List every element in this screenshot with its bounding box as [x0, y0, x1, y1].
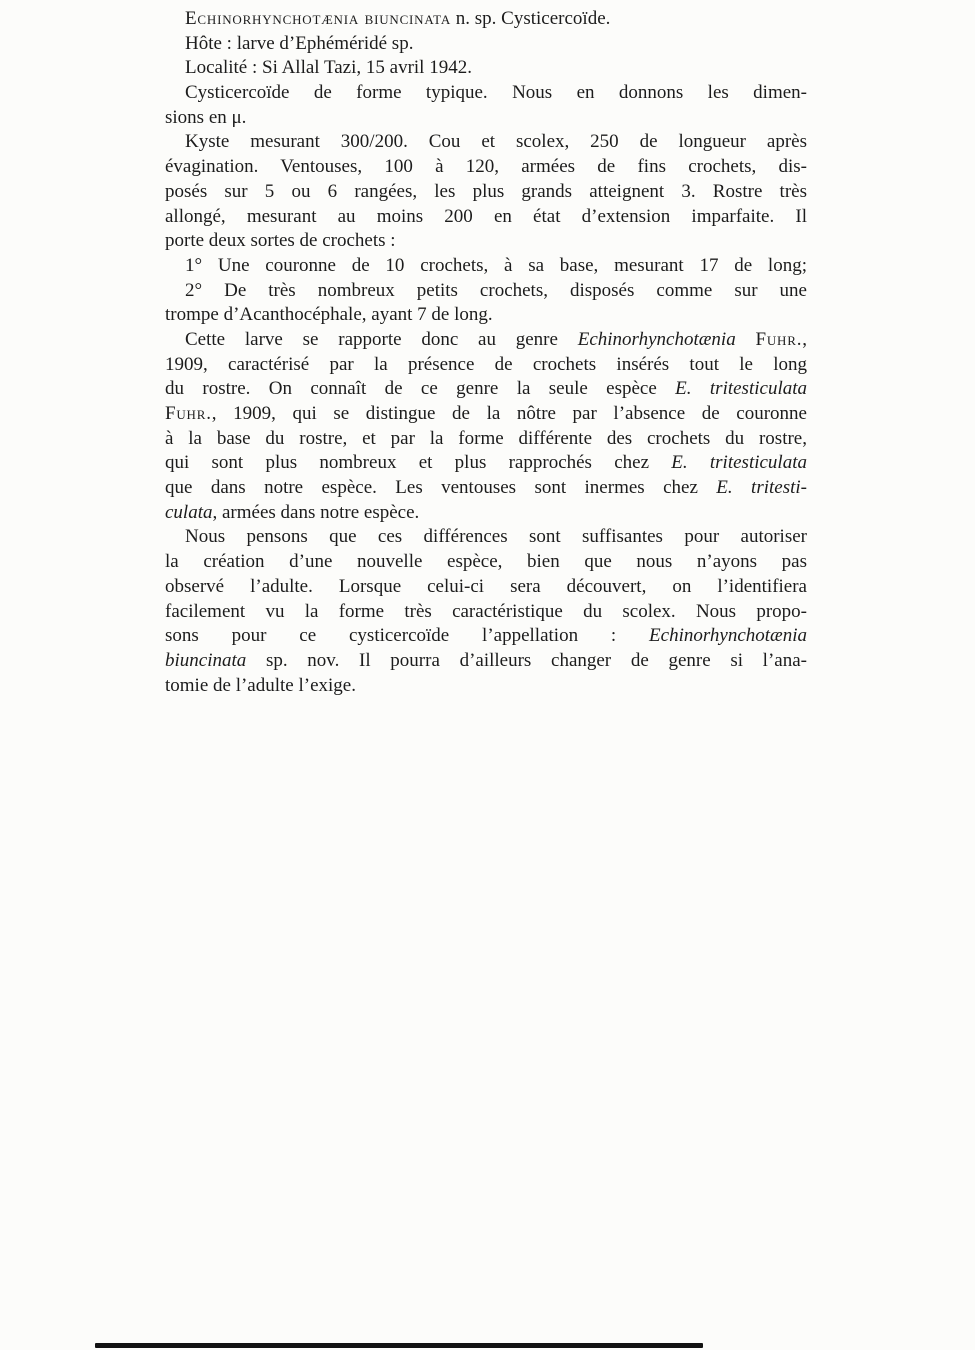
text-segment: qui sont plus nombreux et plus rapprochés chez [165, 452, 672, 474]
text-segment: Echinorhynchotænia biuncinata [185, 8, 452, 29]
text-segment: E. tritesti- [716, 477, 807, 499]
text-segment: n. sp. Cysticercoïde. [451, 8, 611, 29]
text-segment: sons pour ce cysticercoïde l’appellation : [165, 625, 650, 647]
text-segment: du rostre. On connaît de ce genre la seule espèce [165, 378, 676, 400]
text-segment: culata [165, 501, 213, 523]
text-line [165, 427, 807, 452]
scan-edge-artifact [95, 1343, 703, 1348]
text-segment: Cysticercoïde de forme typique. Nous en donnons les dimen- [185, 82, 807, 104]
text-line [165, 600, 807, 625]
text-line [165, 155, 807, 180]
text-line [165, 7, 807, 32]
text-segment: Hôte : larve d’Ephéméridé sp. [185, 32, 414, 54]
text-segment: à la base du rostre, et par la forme différente des crochets du rostre, [165, 427, 807, 449]
text-segment: , [802, 328, 807, 350]
text-segment: 1° Une couronne de 10 crochets, à sa base, mesurant 17 de long; [185, 254, 807, 276]
text-segment: évagination. Ventouses, 100 à 120, armées de fins crochets, dis- [165, 156, 807, 178]
text-segment: Nous pensons que ces différences sont suffisantes pour autoriser [185, 526, 807, 548]
text-line [165, 229, 807, 254]
text-segment: Echinorhynchotænia [649, 625, 807, 647]
text-segment: trompe d’Acanthocéphale, ayant 7 de long. [165, 304, 493, 326]
text-segment: E. tritesticulata [675, 378, 807, 400]
text-segment: 1909, caractérisé par la présence de crochets insérés tout le long [165, 353, 807, 375]
text-segment: Echinorhynchotænia [577, 328, 736, 350]
text-segment: , 1909, qui se distingue de la nôtre par l’absence de couronne [211, 403, 807, 424]
text-segment: , armées dans notre espèce. [212, 501, 420, 523]
text-segment: allongé, mesurant au moins 200 en état d’extension imparfaite. Il [165, 205, 807, 227]
text-line [165, 525, 807, 550]
text-segment: porte deux sortes de crochets : [165, 230, 396, 252]
text-line [165, 451, 807, 476]
text-line [165, 575, 807, 600]
text-segment: sp. nov. Il pourra d’ailleurs changer de genre si l’ana- [246, 649, 807, 671]
text-line [165, 377, 807, 402]
text-segment: biuncinata [165, 649, 247, 671]
text-line [165, 205, 807, 230]
text-line [165, 550, 807, 575]
text-line [165, 32, 807, 57]
text-segment: Fuhr. [755, 328, 803, 350]
text-segment: Fuhr. [165, 403, 212, 424]
text-line [165, 674, 807, 699]
text-line [165, 402, 807, 427]
text-line [165, 303, 807, 328]
text-segment: E. tritesticulata [671, 452, 807, 474]
text-segment: Kyste mesurant 300/200. Cou et scolex, 250 de longueur après [185, 131, 807, 153]
text-segment [736, 329, 756, 350]
text-line [165, 81, 807, 106]
text-segment: la création d’une nouvelle espèce, bien que nous n’ayons pas [165, 551, 807, 573]
text-line [165, 649, 807, 674]
text-segment: Localité : Si Allal Tazi, 15 avril 1942. [185, 57, 472, 79]
text-segment: sions en μ. [165, 106, 247, 128]
text-line [165, 353, 807, 378]
text-line [165, 501, 807, 526]
text-line [165, 328, 807, 353]
text-segment: Cette larve se rapporte donc au genre [185, 328, 578, 350]
text-line [165, 180, 807, 205]
text-segment: tomie de l’adulte l’exige. [165, 674, 356, 696]
text-segment: posés sur 5 ou 6 rangées, les plus grands atteignent 3. Rostre très [165, 180, 807, 202]
text-line [165, 130, 807, 155]
text-segment: que dans notre espèce. Les ventouses sont inermes chez [165, 477, 717, 499]
text-line [165, 476, 807, 501]
text-line [165, 56, 807, 81]
text-segment: 2° De très nombreux petits crochets, disposés comme sur une [185, 279, 807, 301]
text-segment: facilement vu la forme très caractéristique du scolex. Nous propo- [165, 600, 807, 622]
text-line [165, 254, 807, 279]
text-segment: observé l’adulte. Lorsque celui-ci sera découvert, on l’identifiera [165, 575, 807, 597]
text-line [165, 624, 807, 649]
text-block [165, 7, 807, 698]
text-line [165, 106, 807, 131]
text-line [165, 279, 807, 304]
